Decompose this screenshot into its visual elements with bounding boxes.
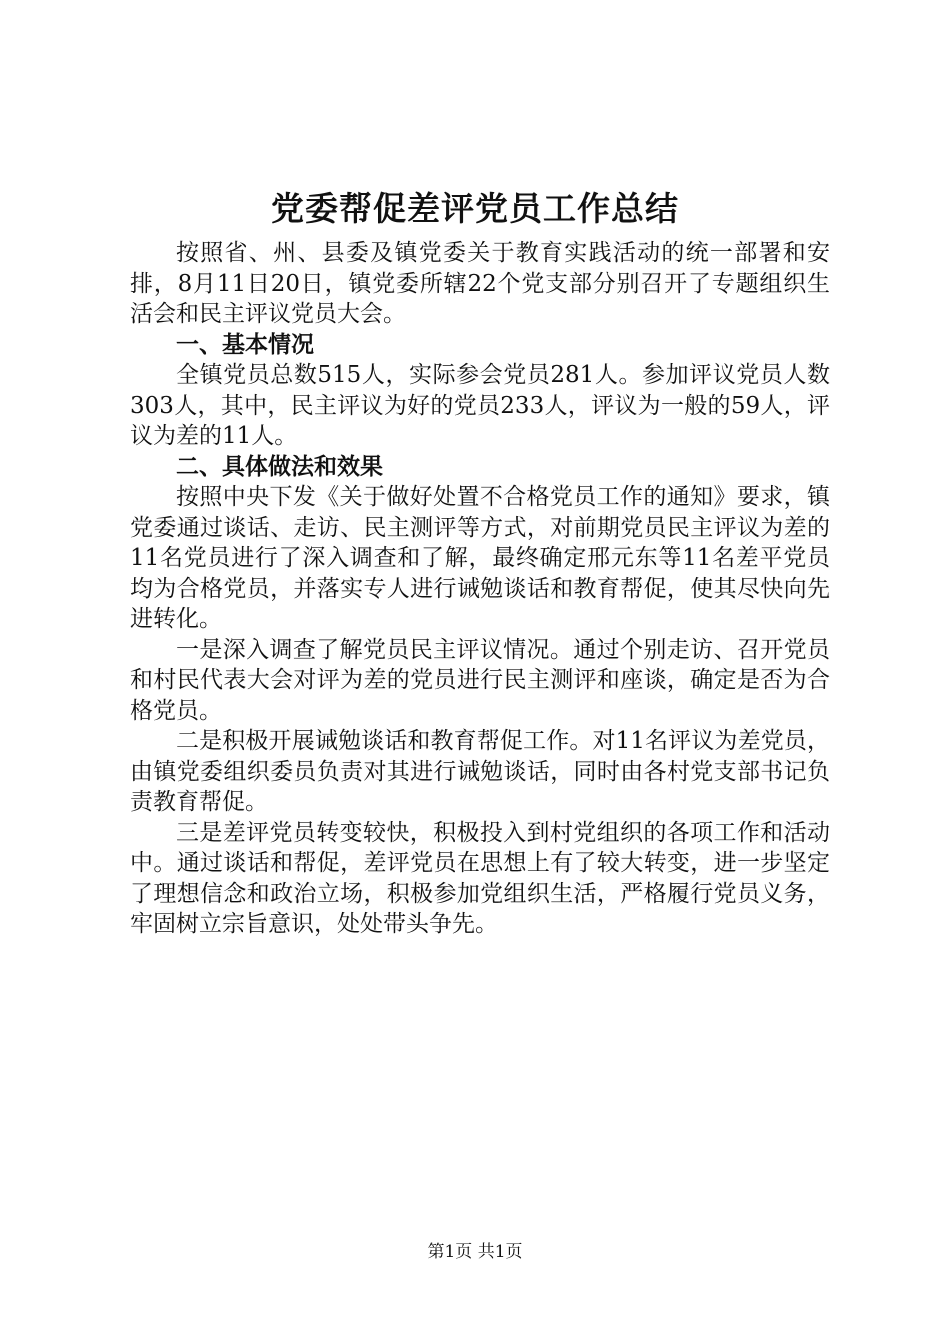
page-number-footer: 第1页 共1页	[427, 1242, 523, 1262]
document-title: 党委帮促差评党员工作总结	[271, 189, 679, 228]
basic-situation-paragraph: 全镇党员总数515人，实际参会党员281人。参加评议党员人数303人，其中，民主评议为好的党员233人，评议为一般的59人，评议为差的11人。	[130, 362, 830, 449]
section-heading-basic-situation: 一、基本情况	[176, 331, 314, 358]
document-body	[130, 238, 830, 940]
point-three-paragraph: 三是差评党员转变较快，积极投入到村党组织的各项工作和活动中。通过谈话和帮促，差评党员在思想上有了较大转变，进一步坚定了理想信念和政治立场，积极参加党组织生活，严格履行党员义务，牢固树立宗旨意识，处处带头争先。	[130, 819, 830, 937]
section-heading-methods-results: 二、具体做法和效果	[176, 453, 383, 480]
point-one-paragraph: 一是深入调查了解党员民主评议情况。通过个别走访、召开党员和村民代表大会对评为差的党员进行民主测评和座谈，确定是否为合格党员。	[130, 636, 830, 724]
intro-paragraph: 按照省、州、县委及镇党委关于教育实践活动的统一部署和安排，8月11日20日，镇党委所辖22个党支部分别召开了专题组织生活会和民主评议党员大会。	[130, 240, 830, 327]
methods-paragraph: 按照中央下发《关于做好处置不合格党员工作的通知》要求，镇党委通过谈话、走访、民主测评等方式，对前期党员民主评议为差的11名党员进行了深入调查和了解，最终确定邢元东等11名差平党员均为合格党员，并落实专人进行诫勉谈话和教育帮促，使其尽快向先进转化。	[130, 484, 830, 632]
point-two-paragraph: 二是积极开展诫勉谈话和教育帮促工作。对11名评议为差党员，由镇党委组织委员负责对其进行诫勉谈话，同时由各村党支部书记负责教育帮促。	[130, 728, 830, 815]
